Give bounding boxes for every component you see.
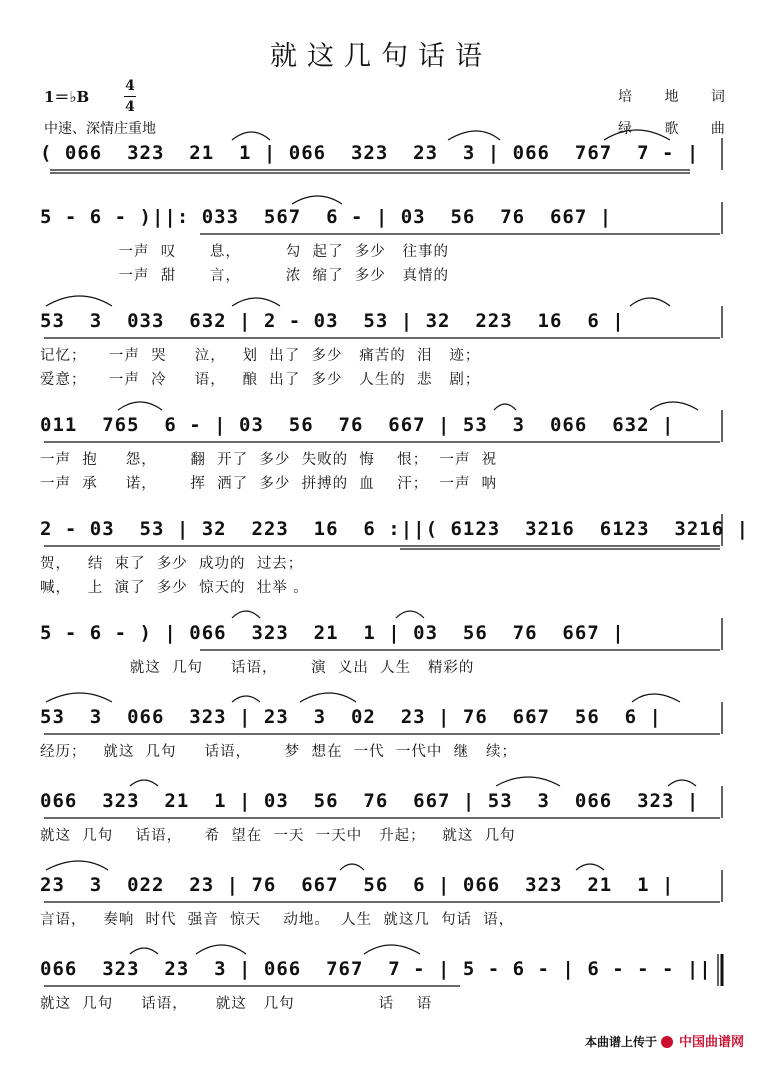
notation-line: 066 323 23 3 | 066 767 7 - | 5 - 6 - | 6 - - - ||: [40, 958, 712, 980]
lyric-verse-2: 爱意； 一声 冷 语， 酿 出了 多少 人生的 悲 剧；: [40, 372, 481, 388]
song-title: 就这几句话语: [270, 41, 492, 72]
lyric-verse-2: 一声 甜 言， 浓 缩了 多少 真情的: [40, 268, 450, 284]
notation-line: ( 066 323 21 1 | 066 323 23 3 | 066 767 7 - |: [40, 142, 700, 164]
key-signature: 1＝♭B: [44, 88, 90, 106]
notation-line: 066 323 21 1 | 03 56 76 667 | 53 3 066 323 |: [40, 790, 700, 812]
score-line: [40, 414, 730, 524]
lyric-verse-1: 贺， 结 束了 多少 成功的 过去；: [40, 556, 304, 572]
notation-line: 23 3 022 23 | 76 667 56 6 | 066 323 21 1 |: [40, 874, 675, 896]
score-line: [40, 310, 730, 420]
notation-line: 5 - 6 - )||: 033 567 6 - | 03 56 76 667 |: [40, 206, 613, 228]
meter-bottom: 4: [125, 99, 135, 115]
source-watermark: [585, 1031, 744, 1050]
lyric-verse-1: 就这 几句 话语， 就这 几句 话 语: [40, 996, 433, 1012]
lyric-verse-1: 一声 叹 息， 勾 起了 多少 往事的: [40, 244, 450, 260]
notation-line: 5 - 6 - ) | 066 323 21 1 | 03 56 76 667 |: [40, 622, 625, 644]
lyric-verse-2: 喊， 上 演了 多少 惊天的 壮举 。: [40, 580, 309, 596]
time-signature: [124, 76, 136, 117]
notation-line: 011 765 6 - | 03 56 76 667 | 53 3 066 632 |: [40, 414, 675, 436]
lyric-verse-2: 一声 承 诺， 挥 洒了 多少 拼搏的 血 汗； 一声 呐: [40, 476, 498, 492]
site-brand: 中国曲谱网: [678, 1035, 744, 1050]
meter-top: 4: [125, 78, 135, 94]
site-logo-icon: [661, 1036, 673, 1048]
notation-line: 53 3 066 323 | 23 3 02 23 | 76 667 56 6 |: [40, 706, 662, 728]
lyricist-credit: 培 地 词: [618, 89, 739, 105]
score-line: [40, 206, 730, 316]
lyric-verse-1: 言语， 奏响 时代 强音 惊天 动地。 人生 就这几 句话 语，: [40, 912, 515, 928]
lyric-verse-1: 记忆； 一声 哭 泣， 划 出了 多少 痛苦的 泪 迹；: [40, 348, 481, 364]
meter-divider: [124, 96, 136, 97]
lyric-verse-1: 一声 抱 怨， 翻 开了 多少 失败的 悔 恨； 一声 祝: [40, 452, 498, 468]
score-line: [40, 958, 730, 1068]
score-line: [40, 518, 750, 628]
notation-line: 2 - 03 53 | 32 223 16 6 :||( 6123 3216 6123 3216 |: [40, 518, 750, 540]
tempo-marking: 中速、深情庄重地: [44, 121, 156, 137]
lyric-verse-1: 就这 几句 话语， 希 望在 一天 一天中 升起； 就这 几句: [40, 828, 516, 844]
notation-line: 53 3 033 632 | 2 - 03 53 | 32 223 16 6 |: [40, 310, 625, 332]
lyric-verse-1: 经历； 就这 几句 话语， 梦 想在 一代 一代中 继 续；: [40, 744, 517, 760]
lyric-verse-1: 就这 几句 话语， 演 义出 人生 精彩的: [40, 660, 475, 676]
footer-text: 本曲谱上传于: [584, 1035, 657, 1049]
composer-credit: 绿 歌 曲: [618, 121, 739, 137]
